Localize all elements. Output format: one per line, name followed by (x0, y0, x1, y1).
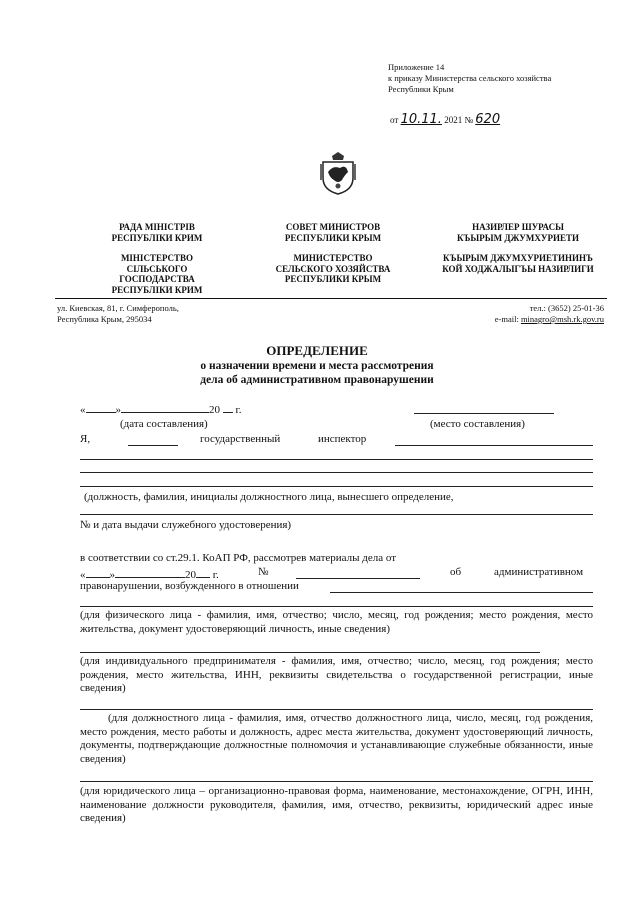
header-ru-line: СОВЕТ МИНИСТРОВ (285, 222, 381, 232)
header-ru-line: РЕСПУБЛИКИ КРЫМ (284, 232, 382, 243)
email-label: e-mail: (494, 314, 519, 324)
respondent-field[interactable] (330, 592, 593, 593)
official-line[interactable] (80, 514, 593, 515)
place-caption: (место составления) (430, 418, 525, 430)
appendix-line-2: к приказу Министерства сельского хозяйства (388, 73, 552, 83)
legal-entity-caption: (для юридического лица – организационно-правовая форма, наименование, местонахождение, ОГРН, ИНН, наименование должности руководителя, фамилия, имя, отчество, реквизиты, юридический адрес иные сведения) (80, 785, 593, 824)
header-ru-line: РЕСПУБЛИКИ КРЫМ (284, 274, 382, 284)
official-caption: (должность, фамилия, инициалы должностного лица, вынесшего определение, (84, 491, 454, 503)
case-number-field[interactable] (296, 578, 420, 579)
case-number-label: № (258, 566, 269, 578)
order-year: 2021 № (444, 115, 474, 125)
inspector-line-2[interactable] (80, 459, 593, 460)
header-crh-line: НАЗИРЛЕР ШУРАСЫ (472, 222, 564, 232)
inspector-name-field[interactable] (395, 445, 593, 446)
ya-label: Я, (80, 433, 91, 445)
case-about: об (450, 566, 462, 578)
year-prefix: 20 (209, 404, 220, 416)
order-date-handwritten: 10.11. (400, 112, 442, 127)
header-crh-line: КЪЫРЫМ ДЖУМХУРИЕТИ (456, 232, 579, 243)
year-suffix: г. (212, 569, 219, 581)
header-ua-line: ГОСПОДАРСТВА (119, 274, 195, 284)
header-ua-line: СІЛЬСЬКОГО (126, 263, 188, 274)
quote: « (80, 569, 86, 581)
accord-text: в соответствии со ст.29.1. КоАП РФ, рассмотрев материалы дела от (80, 552, 397, 564)
header-ua-line: МІНІСТЕРСТВО (120, 253, 194, 263)
header-russian (248, 222, 418, 285)
order-number-handwritten: 620 (475, 112, 501, 127)
header-crh-line: КЪЫРЫМ ДЖУМХУРИЕТИНИНЪ (443, 253, 593, 263)
order-reference (390, 112, 500, 127)
official-person-caption: (для должностного лица - фамилия, имя, отчество должностного лица, число, месяц, год рождения, место рождения, место работы и должность, адрес места жительства, документ удостоверяющий личность, документы, подтверждающие должностные полномочия и устанавливающие служебные обязанности, иные сведения) (80, 712, 593, 765)
address-block (57, 303, 179, 325)
year-prefix: 20 (185, 569, 196, 581)
address-line: ул. Киевская, 81, г. Симферополь, (57, 303, 179, 313)
appendix-line-3: Республики Крым (388, 84, 454, 94)
quote: » (109, 569, 115, 581)
date-field[interactable] (80, 401, 242, 417)
header-ru-line: МИНИСТЕРСТВО (293, 253, 373, 263)
official-person-line[interactable] (80, 709, 593, 710)
document-title: ОПРЕДЕЛЕНИЕ (266, 343, 368, 358)
header-ua-line: РЕСПУБЛІКИ КРИМ (111, 284, 203, 295)
gos-label: государственный (200, 433, 281, 445)
date-caption: (дата составления) (120, 418, 208, 430)
header-ukrainian (72, 222, 242, 295)
contact-block (495, 303, 604, 325)
place-field[interactable] (414, 413, 554, 414)
header-ru-line: СЕЛЬСКОГО ХОЗЯЙСТВА (275, 263, 391, 274)
id-caption: № и дата выдачи служебного удостоверения) (80, 519, 292, 531)
crimea-emblem-icon (318, 150, 358, 196)
document-subtitle-2: дела об административном правонарушении (200, 374, 434, 386)
order-prefix: от (390, 115, 399, 125)
quote: » (115, 404, 121, 416)
inspector-label: инспектор (318, 433, 367, 445)
header-ua-line: РЕСПУБЛІКИ КРИМ (111, 232, 203, 243)
case-admin: административном (494, 566, 584, 578)
inspector-line-3[interactable] (80, 472, 593, 473)
respondent-line-2[interactable] (80, 606, 593, 607)
header-crh-line: КОЙ ХОДЖАЛЫГЪЫ НАЗИРЛИГИ (442, 263, 594, 274)
document-subtitle-1: о назначении времени и места рассмотрения (200, 360, 434, 372)
inspector-line-4[interactable] (80, 486, 593, 487)
header-crimean-tatar (428, 222, 608, 274)
physical-person-caption: (для физического лица - фамилия, имя, отчество; число, месяц, год рождения; место рождения, место жительства, документ удостоверяющий личность, иные сведения) (80, 609, 593, 635)
year-suffix: г. (235, 404, 242, 416)
address-line: Республика Крым, 295034 (57, 314, 152, 324)
inspector-prefix-field[interactable] (128, 445, 178, 446)
quote: « (80, 404, 86, 416)
case-line-3: правонарушении, возбужденного в отношении (80, 580, 299, 592)
header-divider (55, 298, 607, 299)
header-ua-line: РАДА МІНІСТРІВ (119, 222, 195, 232)
legal-entity-line[interactable] (80, 781, 593, 782)
phone: тел.: (3652) 25-01-36 (529, 303, 604, 313)
entrepreneur-caption: (для индивидуального предпринимателя - фамилия, имя, отчество; число, месяц, год рождения; место рождения, место жительства, ИНН, реквизиты свидетельства о государственной регистрации, иные сведения) (80, 655, 593, 694)
appendix-line-1: Приложение 14 (388, 62, 445, 72)
email-link[interactable]: minagro@msh.rk.gov.ru (520, 314, 604, 324)
entrepreneur-line[interactable] (80, 652, 540, 653)
appendix-note (388, 62, 551, 95)
